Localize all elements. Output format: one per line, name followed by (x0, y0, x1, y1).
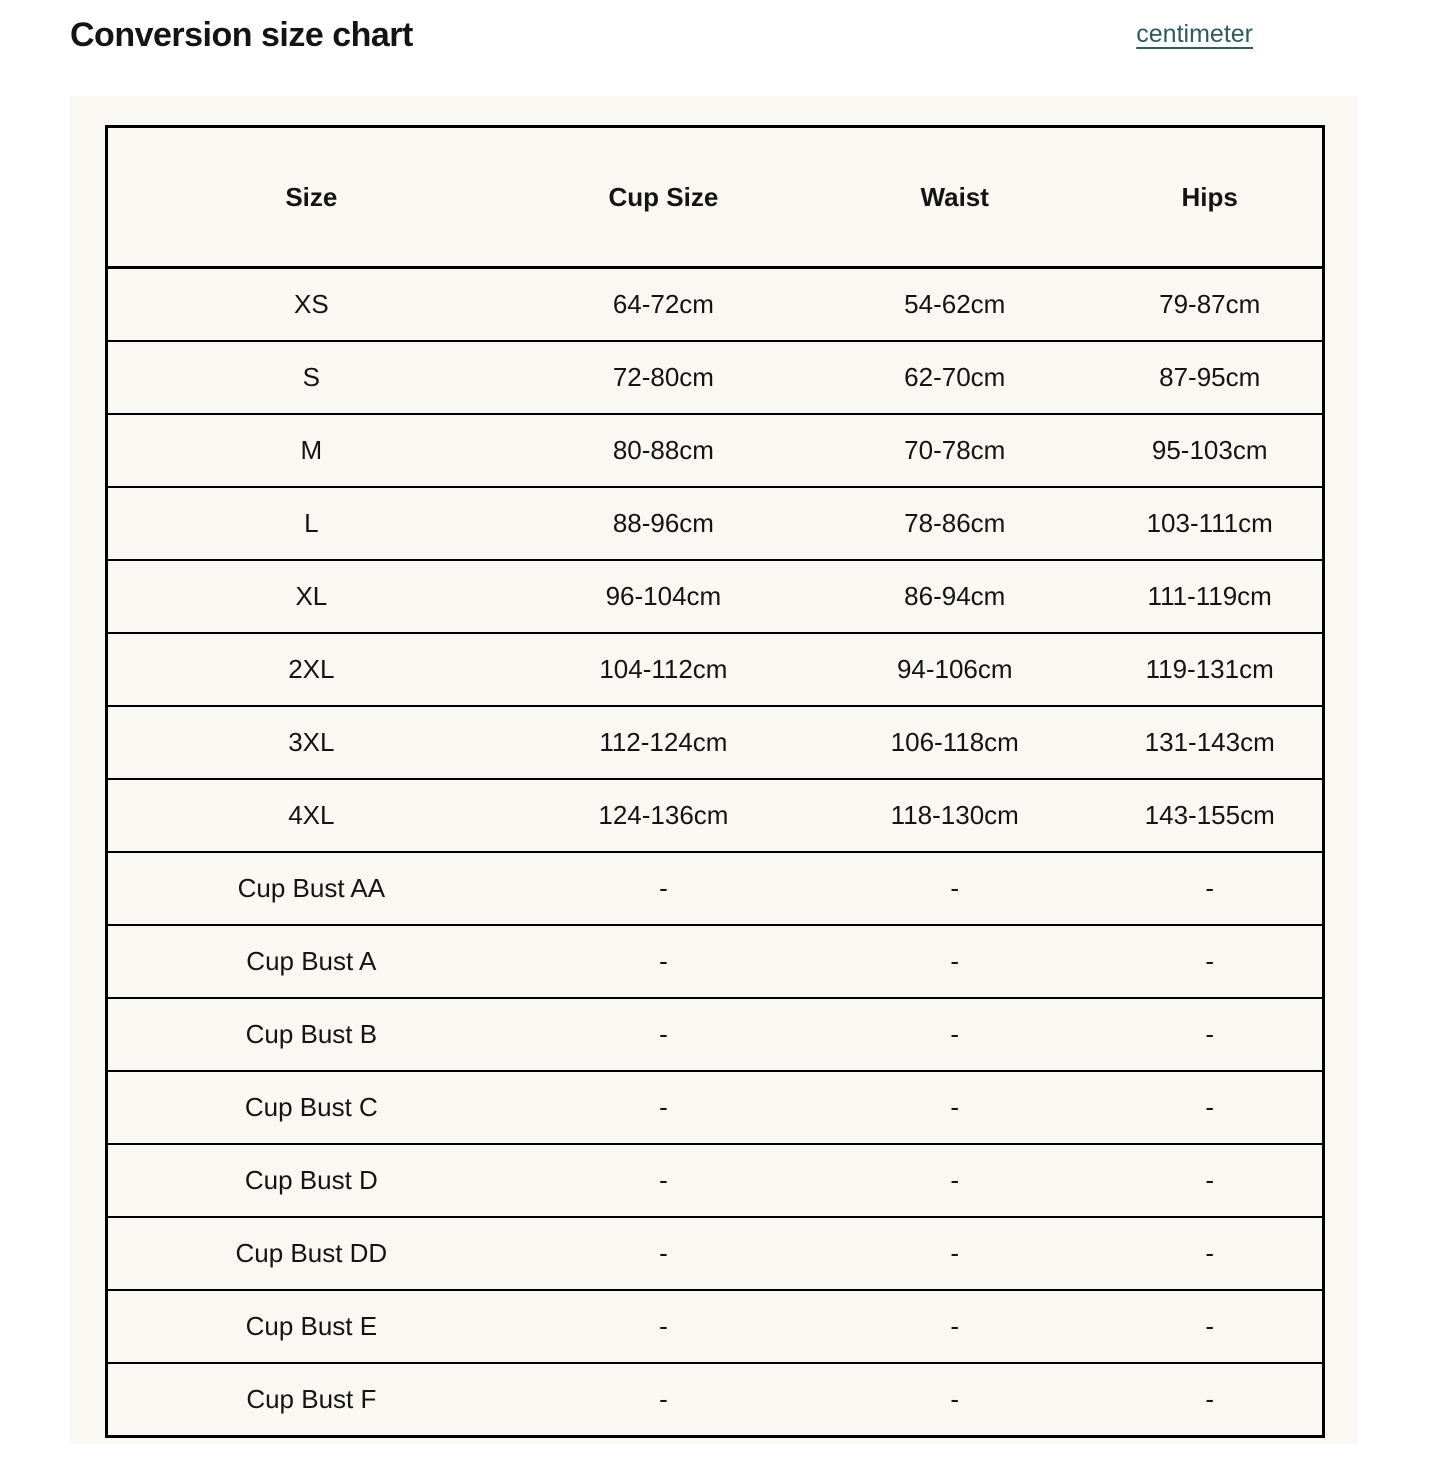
cell-hips: 79-87cm (1097, 268, 1322, 342)
column-header-cup-size: Cup Size (515, 128, 812, 268)
cell-hips: - (1097, 1071, 1322, 1144)
table-row (108, 633, 1322, 706)
cell-waist: 62-70cm (812, 341, 1097, 414)
cell-hips: - (1097, 925, 1322, 998)
cell-cup-size: 104-112cm (515, 633, 812, 706)
cell-waist: - (812, 852, 1097, 925)
cell-hips: - (1205, 1384, 1215, 1414)
cell-hips: - (1097, 852, 1322, 925)
cell-waist: 86-94cm (812, 560, 1097, 633)
cell-cup-size: - (515, 1217, 812, 1290)
cell-size: XS (108, 268, 515, 342)
cell-hips: 103-111cm (1097, 487, 1322, 560)
cell-waist: - (950, 1384, 960, 1414)
cell-size: L (108, 487, 515, 560)
cell-size: Cup Bust F (246, 1384, 377, 1414)
table-row (108, 925, 1322, 998)
cell-hips: - (1097, 1217, 1322, 1290)
cell-waist: - (812, 1290, 1097, 1363)
cell-cup-size: - (515, 852, 812, 925)
cell-cup-size: 64-72cm (515, 268, 812, 342)
cell-size: Cup Bust E (108, 1290, 515, 1363)
table-row (108, 1144, 1322, 1217)
unit-toggle-link[interactable]: centimeter (1136, 20, 1253, 48)
table-row (108, 1363, 1322, 1435)
cell-hips: 87-95cm (1097, 341, 1322, 414)
page-title: Conversion size chart (70, 16, 413, 54)
cell-size: XL (108, 560, 515, 633)
cell-size: Cup Bust D (108, 1144, 515, 1217)
header (0, 0, 1445, 92)
cell-size: Cup Bust AA (108, 852, 515, 925)
cell-waist: 70-78cm (812, 414, 1097, 487)
table-row (108, 779, 1322, 852)
cell-waist: 106-118cm (812, 706, 1097, 779)
table-row (108, 1071, 1322, 1144)
column-header-size: Size (108, 128, 515, 268)
cell-hips: 95-103cm (1097, 414, 1322, 487)
cell-cup-size: 88-96cm (515, 487, 812, 560)
header-row (108, 128, 1322, 268)
cell-cup-size: - (515, 925, 812, 998)
table-row (108, 341, 1322, 414)
table-row (108, 268, 1322, 342)
cell-size: M (108, 414, 515, 487)
cell-waist: - (812, 998, 1097, 1071)
cell-size: 2XL (108, 633, 515, 706)
cell-size: Cup Bust A (108, 925, 515, 998)
cell-cup-size: - (659, 1384, 668, 1414)
cell-size: 4XL (108, 779, 515, 852)
cell-cup-size: - (515, 1071, 812, 1144)
cell-waist: - (812, 925, 1097, 998)
cell-hips: - (1097, 998, 1322, 1071)
cell-waist: 118-130cm (812, 779, 1097, 852)
cell-cup-size: - (515, 998, 812, 1071)
table-row (108, 414, 1322, 487)
table-header (108, 128, 1322, 268)
cell-waist: 54-62cm (812, 268, 1097, 342)
cell-size: Cup Bust B (108, 998, 515, 1071)
table-row (108, 852, 1322, 925)
cell-hips: - (1097, 1144, 1322, 1217)
cell-hips: 143-155cm (1097, 779, 1322, 852)
cell-waist: 78-86cm (812, 487, 1097, 560)
chart-panel (70, 96, 1358, 1444)
cell-cup-size: - (515, 1290, 812, 1363)
cell-hips: 111-119cm (1097, 560, 1322, 633)
cell-waist: - (812, 1217, 1097, 1290)
table-body (108, 268, 1322, 1436)
cell-cup-size: - (515, 1144, 812, 1217)
cell-cup-size: 72-80cm (515, 341, 812, 414)
cell-hips: 131-143cm (1097, 706, 1322, 779)
cell-waist: 94-106cm (812, 633, 1097, 706)
cell-size: Cup Bust C (108, 1071, 515, 1144)
cell-hips: 119-131cm (1097, 633, 1322, 706)
cell-size: Cup Bust DD (108, 1217, 515, 1290)
table-row (108, 560, 1322, 633)
size-table (108, 128, 1322, 1435)
table-row (108, 998, 1322, 1071)
cell-cup-size: 80-88cm (515, 414, 812, 487)
cell-hips: - (1097, 1290, 1322, 1363)
column-header-hips: Hips (1097, 128, 1322, 268)
table-row (108, 706, 1322, 779)
cell-size: S (108, 341, 515, 414)
table-row (108, 1290, 1322, 1363)
cell-cup-size: 112-124cm (515, 706, 812, 779)
cell-waist: - (812, 1144, 1097, 1217)
table-row (108, 487, 1322, 560)
cell-waist: - (812, 1071, 1097, 1144)
cell-cup-size: 124-136cm (515, 779, 812, 852)
table-row (108, 1217, 1322, 1290)
cell-size: 3XL (108, 706, 515, 779)
size-table-container (105, 125, 1325, 1438)
cell-cup-size: 96-104cm (515, 560, 812, 633)
column-header-waist: Waist (812, 128, 1097, 268)
